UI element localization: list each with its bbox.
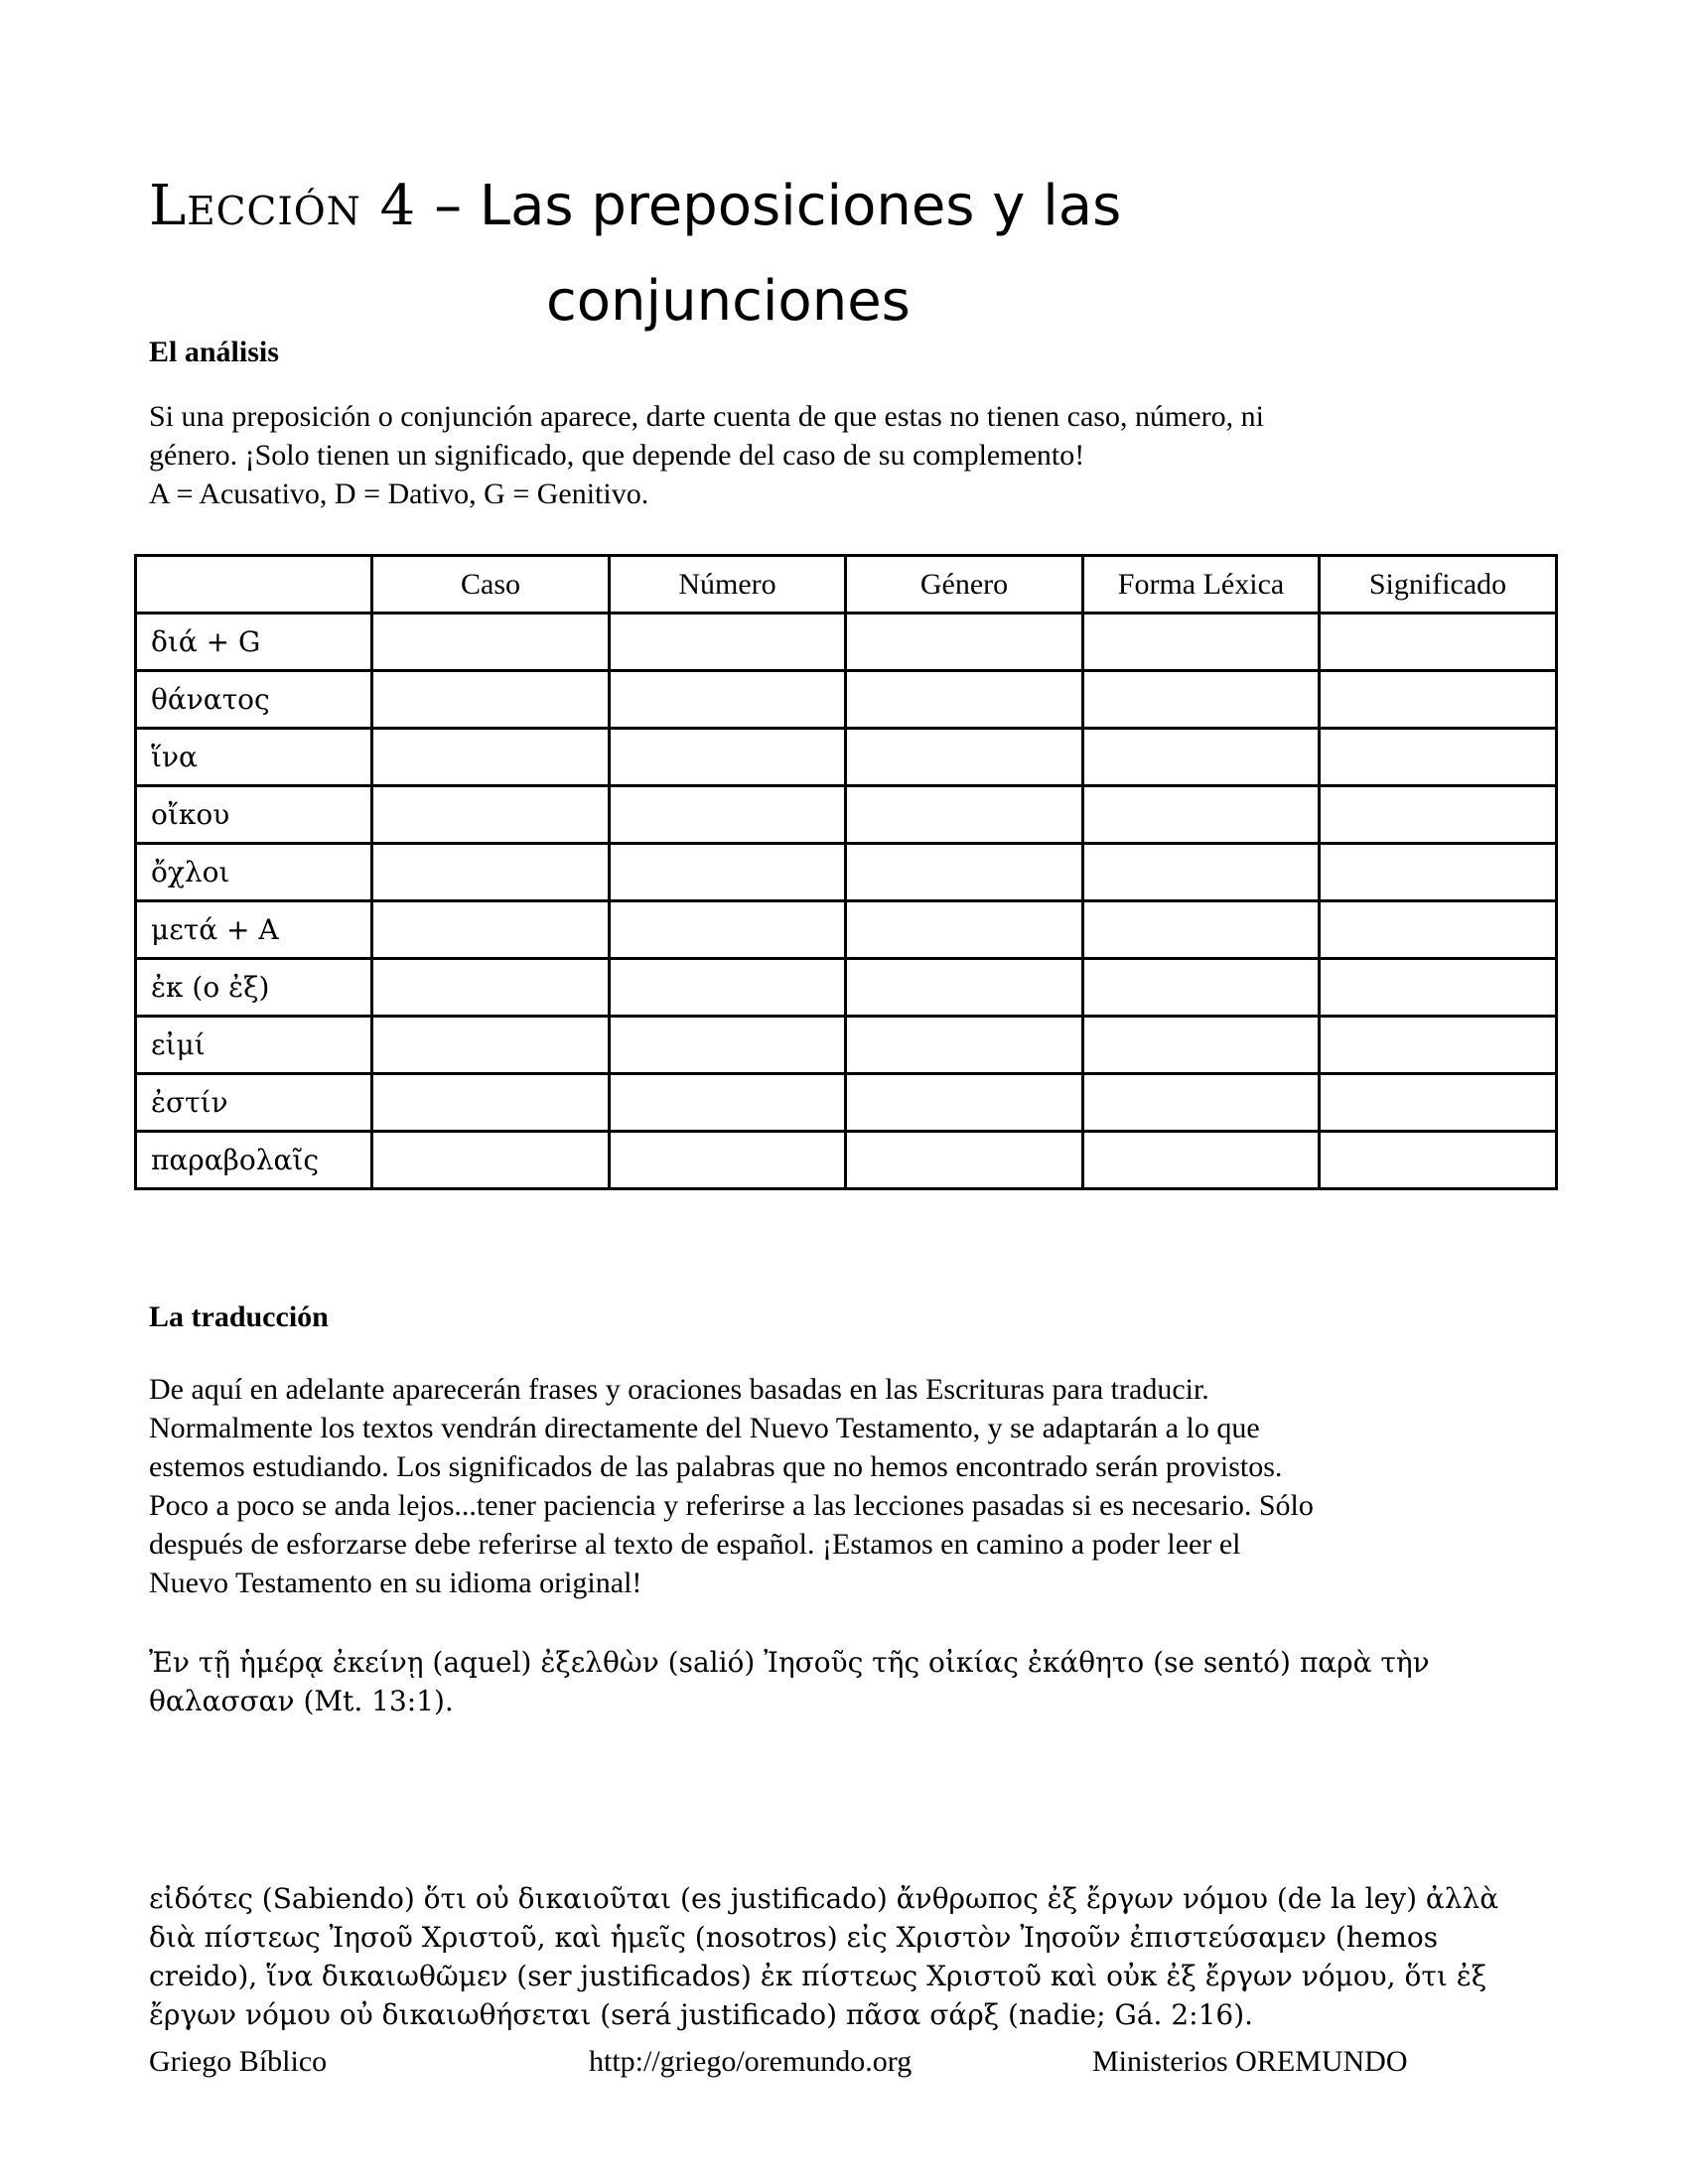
table-row — [136, 729, 1557, 786]
cell-significado[interactable] — [1320, 671, 1557, 729]
header-cell-empty — [136, 556, 372, 614]
translation-intro-line: estemos estudiando. Los significados de las palabras que no hemos encontrado serán provistos. — [149, 1450, 1283, 1483]
translation-intro-line: Poco a poco se anda lejos...tener paciencia y referirse a las lecciones pasadas si es necesario. Sólo — [149, 1489, 1314, 1522]
cell-caso[interactable] — [372, 1074, 610, 1132]
header-genero: Género — [846, 556, 1083, 614]
cell-significado[interactable] — [1320, 786, 1557, 844]
table-header-row — [136, 556, 1557, 614]
translation-intro-line: Nuevo Testamento en su idioma original! — [149, 1567, 642, 1599]
cell-significado[interactable] — [1320, 1017, 1557, 1074]
row-word: παραβολαῖς — [136, 1132, 372, 1189]
footer-right: Ministerios OREMUNDO — [1092, 2045, 1408, 2078]
cell-numero[interactable] — [610, 901, 846, 959]
cell-caso[interactable] — [372, 959, 610, 1017]
header-caso: Caso — [372, 556, 610, 614]
translation-intro-line: De aquí en adelante aparecerán frases y oraciones basadas en las Escrituras para traducir. — [149, 1373, 1209, 1406]
cell-significado[interactable] — [1320, 729, 1557, 786]
cell-forma-lexica[interactable] — [1083, 1017, 1320, 1074]
cell-numero[interactable] — [610, 959, 846, 1017]
lesson-number: Lección 4 — [149, 174, 417, 238]
cell-numero[interactable] — [610, 1132, 846, 1189]
cell-genero[interactable] — [846, 901, 1083, 959]
cell-genero[interactable] — [846, 729, 1083, 786]
cell-numero[interactable] — [610, 614, 846, 671]
cell-genero[interactable] — [846, 614, 1083, 671]
row-word: ἐστίν — [136, 1074, 372, 1132]
row-word: θάνατος — [136, 671, 372, 729]
cell-caso[interactable] — [372, 614, 610, 671]
cell-forma-lexica[interactable] — [1083, 614, 1320, 671]
analysis-intro-line: A = Acusativo, D = Dativo, G = Genitivo. — [149, 478, 649, 510]
analysis-intro-line: género. ¡Solo tienen un significado, que depende del caso de su complemento! — [149, 439, 1085, 472]
title-separator: – — [416, 174, 480, 238]
translation-intro-line: después de esforzarse debe referirse al texto de español. ¡Estamos en camino a poder leer el — [149, 1528, 1241, 1561]
cell-genero[interactable] — [846, 1132, 1083, 1189]
cell-caso[interactable] — [372, 844, 610, 901]
exercise-1-line: Ἐν τῇ ἡμέρᾳ ἐκείνῃ (aquel) ἐξελθὼν (salió) Ἰησοῦς τῆς οἰκίας ἐκάθητο (se sentó) παρὰ τὴν — [149, 1646, 1430, 1679]
table-row — [136, 786, 1557, 844]
table-row — [136, 959, 1557, 1017]
exercise-2-line: εἰδότες (Sabiendo) ὅτι οὐ δικαιοῦται (es justificado) ἄνθρωπος ἐξ ἔργων νόμου (de la ley) ἀλλὰ — [149, 1882, 1499, 1915]
cell-genero[interactable] — [846, 671, 1083, 729]
title-line-2: conjunciones — [546, 269, 911, 334]
row-word: ἵνα — [136, 729, 372, 786]
cell-significado[interactable] — [1320, 844, 1557, 901]
analysis-intro — [149, 397, 1559, 513]
row-word: οἴκου — [136, 786, 372, 844]
table-row — [136, 614, 1557, 671]
row-word: μετά + A — [136, 901, 372, 959]
cell-forma-lexica[interactable] — [1083, 901, 1320, 959]
analysis-heading: El análisis — [149, 336, 279, 368]
analysis-table — [134, 554, 1558, 1190]
cell-forma-lexica[interactable] — [1083, 786, 1320, 844]
exercise-1 — [149, 1643, 1559, 1720]
cell-genero[interactable] — [846, 786, 1083, 844]
row-word: εἰμί — [136, 1017, 372, 1074]
exercise-2-line: creido), ἵνα δικαιωθῶμεν (ser justificados) ἐκ πίστεως Χριστοῦ καὶ οὐκ ἐξ ἔργων νόμου, ὅτι ἐξ — [149, 1960, 1487, 1992]
row-word: διά + G — [136, 614, 372, 671]
cell-forma-lexica[interactable] — [1083, 1132, 1320, 1189]
table-row — [136, 1132, 1557, 1189]
cell-caso[interactable] — [372, 671, 610, 729]
cell-numero[interactable] — [610, 729, 846, 786]
translation-intro-line: Normalmente los textos vendrán directamente del Nuevo Testamento, y se adaptarán a lo que — [149, 1412, 1260, 1444]
translation-intro — [149, 1370, 1559, 1602]
cell-genero[interactable] — [846, 1017, 1083, 1074]
cell-caso[interactable] — [372, 786, 610, 844]
cell-genero[interactable] — [846, 844, 1083, 901]
page-title — [149, 159, 1440, 349]
cell-forma-lexica[interactable] — [1083, 1074, 1320, 1132]
cell-numero[interactable] — [610, 844, 846, 901]
cell-caso[interactable] — [372, 1017, 610, 1074]
cell-caso[interactable] — [372, 901, 610, 959]
exercise-2-line: ἔργων νόμου οὐ δικαιωθήσεται (será justificado) πᾶσα σάρξ (nadie; Gá. 2:16). — [149, 1998, 1254, 2031]
cell-forma-lexica[interactable] — [1083, 844, 1320, 901]
footer-url[interactable]: http://griego/oremundo.org — [589, 2045, 913, 2078]
cell-genero[interactable] — [846, 1074, 1083, 1132]
cell-genero[interactable] — [846, 959, 1083, 1017]
translation-heading: La traducción — [149, 1300, 329, 1333]
header-significado: Significado — [1320, 556, 1557, 614]
row-word: ἐκ (o ἐξ) — [136, 959, 372, 1017]
table-row — [136, 1074, 1557, 1132]
cell-significado[interactable] — [1320, 614, 1557, 671]
cell-forma-lexica[interactable] — [1083, 959, 1320, 1017]
cell-caso[interactable] — [372, 729, 610, 786]
header-forma-lexica: Forma Léxica — [1083, 556, 1320, 614]
exercise-2 — [149, 1879, 1559, 2034]
cell-significado[interactable] — [1320, 1074, 1557, 1132]
table-row — [136, 671, 1557, 729]
cell-significado[interactable] — [1320, 901, 1557, 959]
exercise-2-line: διὰ πίστεως Ἰησοῦ Χριστοῦ, καὶ ἡμεῖς (nosotros) εἰς Χριστὸν Ἰησοῦν ἐπιστεύσαμεν (hemos — [149, 1921, 1439, 1954]
title-line-1: Las preposiciones y las — [479, 174, 1122, 238]
header-numero: Número — [610, 556, 846, 614]
table-row — [136, 844, 1557, 901]
row-word: ὄχλοι — [136, 844, 372, 901]
cell-forma-lexica[interactable] — [1083, 671, 1320, 729]
cell-numero[interactable] — [610, 1017, 846, 1074]
cell-numero[interactable] — [610, 1074, 846, 1132]
cell-significado[interactable] — [1320, 959, 1557, 1017]
table-row — [136, 1017, 1557, 1074]
table-row — [136, 901, 1557, 959]
cell-caso[interactable] — [372, 1132, 610, 1189]
cell-numero[interactable] — [610, 786, 846, 844]
footer-left: Griego Bíblico — [149, 2045, 328, 2078]
analysis-intro-line: Si una preposición o conjunción aparece, darte cuenta de que estas no tienen caso, número, ni — [149, 400, 1264, 433]
exercise-1-line: θαλασσαν (Mt. 13:1). — [149, 1685, 454, 1717]
cell-numero[interactable] — [610, 671, 846, 729]
cell-significado[interactable] — [1320, 1132, 1557, 1189]
cell-forma-lexica[interactable] — [1083, 729, 1320, 786]
